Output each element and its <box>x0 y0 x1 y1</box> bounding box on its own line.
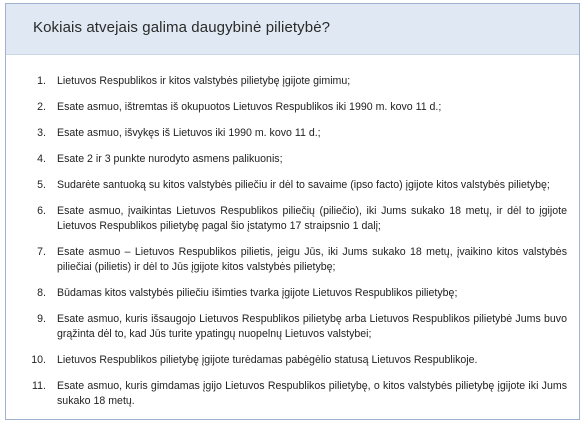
list-item <box>6 353 579 368</box>
item-text: Esate asmuo, įvaikintas Lietuvos Respublikos piliečių (piliečio), iki Jums sukako 18 metų, ir dėl to įgijote Lietuvos Respublikos pilietybę pagal šio įstatymo 17 straipsnio 1 dalį; <box>57 205 567 232</box>
list-item <box>6 126 579 141</box>
item-text: Esate asmuo, išvykęs iš Lietuvos iki 1990 m. kovo 11 d.; <box>57 127 321 139</box>
list-item <box>6 245 579 275</box>
list-item <box>6 100 579 115</box>
item-number: 8. <box>37 287 46 299</box>
item-text: Esate asmuo – Lietuvos Respublikos pilietis, jeigu Jūs, iki Jums sukako 18 metų, įvaikino kitos valstybės piliečiai (pilietis) ir dėl to Jūs įgijote kitos valstybės pilietybę; <box>57 246 567 273</box>
item-number: 9. <box>37 313 46 325</box>
item-text: Lietuvos Respublikos pilietybę įgijote turėdamas pabėgėlio statusą Lietuvos Respublikoje. <box>57 354 478 366</box>
list-item <box>6 379 579 409</box>
item-text: Būdamas kitos valstybės piliečiu išimties tvarka įgijote Lietuvos Respublikos pilietybę; <box>57 287 458 299</box>
item-text: Lietuvos Respublikos ir kitos valstybės pilietybę įgijote gimimu; <box>57 75 351 87</box>
item-number: 4. <box>37 153 46 165</box>
list-item <box>6 74 579 89</box>
item-text: Esate asmuo, ištremtas iš okupuotos Lietuvos Respublikos iki 1990 m. kovo 11 d.; <box>57 101 442 113</box>
item-number: 1. <box>37 75 46 87</box>
list-item <box>6 286 579 301</box>
item-text: Esate asmuo, kuris išsaugojo Lietuvos Respublikos pilietybę arba Lietuvos Respublikos pilietybė Jums buvo grąžinta dėl to, kad Jūs turite ypatingų nuopelnų Lietuvos valstybei; <box>57 313 567 340</box>
item-number: 3. <box>37 127 46 139</box>
list-item <box>6 312 579 342</box>
item-number: 5. <box>37 179 46 191</box>
item-number: 11. <box>32 380 46 392</box>
item-number: 6. <box>37 205 46 217</box>
item-number: 2. <box>37 101 46 113</box>
list-item <box>6 178 579 193</box>
conditions-list <box>6 55 579 409</box>
list-item <box>6 152 579 167</box>
item-number: 10. <box>31 354 46 366</box>
card-header <box>6 4 579 55</box>
item-number: 7. <box>37 246 46 258</box>
page-title: Kokiais atvejais galima daugybinė pilietybė? <box>33 19 331 36</box>
item-text: Esate asmuo, kuris gimdamas įgijo Lietuvos Respublikos pilietybę, o kitos valstybės pilietybę įgijote iki Jums sukako 18 metų. <box>57 380 567 407</box>
item-text: Esate 2 ir 3 punkte nurodyto asmens palikuonis; <box>57 153 283 165</box>
citizenship-card <box>5 3 580 420</box>
list-item <box>6 204 579 234</box>
item-text: Sudarėte santuoką su kitos valstybės piliečiu ir dėl to savaime (ipso facto) įgijote kitos valstybės pilietybę; <box>57 179 550 191</box>
